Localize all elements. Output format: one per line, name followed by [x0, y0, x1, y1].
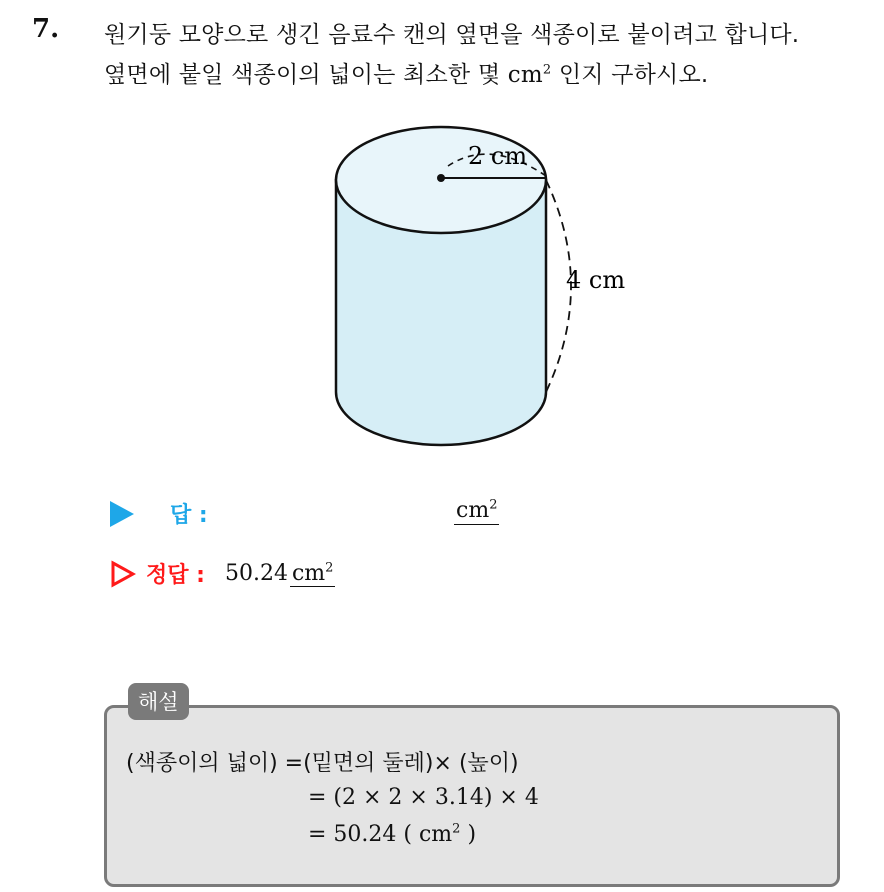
correct-answer-row — [110, 558, 335, 589]
center-dot — [437, 174, 445, 182]
correct-answer-unit — [290, 561, 335, 587]
solution-tag: 해설 — [128, 683, 189, 720]
solution-line1: (색종이의 넓이) =(밑면의 둘레)× (높이) — [126, 751, 519, 776]
correct-answer-label: 정답 : — [146, 563, 205, 588]
question-text-line2 — [104, 56, 708, 89]
outline-triangle-icon — [110, 560, 136, 588]
question-number: 7. — [32, 14, 60, 44]
correct-unit-sup: 2 — [325, 560, 334, 576]
cylinder-figure — [320, 110, 640, 455]
solution-line3 — [308, 822, 476, 847]
question-line2-end: 인지 구하시오. — [551, 62, 709, 88]
correct-unit-base: cm — [291, 561, 326, 586]
correct-answer-value — [225, 561, 335, 586]
question-line2-text: 옆면에 붙일 색종이의 넓이는 최소한 몇 — [104, 62, 508, 88]
solution-line2: = (2 × 2 × 3.14) × 4 — [308, 785, 539, 810]
solution-line3-sup: 2 — [452, 821, 461, 837]
answer-label: 답 : — [170, 503, 208, 528]
answer-unit-blank[interactable] — [454, 498, 499, 525]
solution-line3-text: = 50.24 ( cm — [308, 822, 453, 847]
question-unit — [508, 62, 552, 88]
correct-value-number: 50.24 — [224, 561, 288, 586]
answer-unit-sup: 2 — [489, 497, 498, 513]
play-triangle-icon — [110, 501, 134, 527]
answer-row — [110, 498, 208, 529]
question-unit-sup: 2 — [542, 62, 552, 78]
answer-unit: cm — [456, 498, 490, 523]
question-text-line1: 원기둥 모양으로 생긴 음료수 캔의 옆면을 색종이로 붙이려고 합니다. — [104, 22, 800, 48]
height-label: 4 cm — [566, 266, 626, 294]
solution-line3-end: ) — [460, 822, 477, 847]
radius-label: 2 cm — [468, 142, 528, 170]
question-unit-base: cm — [507, 62, 543, 88]
